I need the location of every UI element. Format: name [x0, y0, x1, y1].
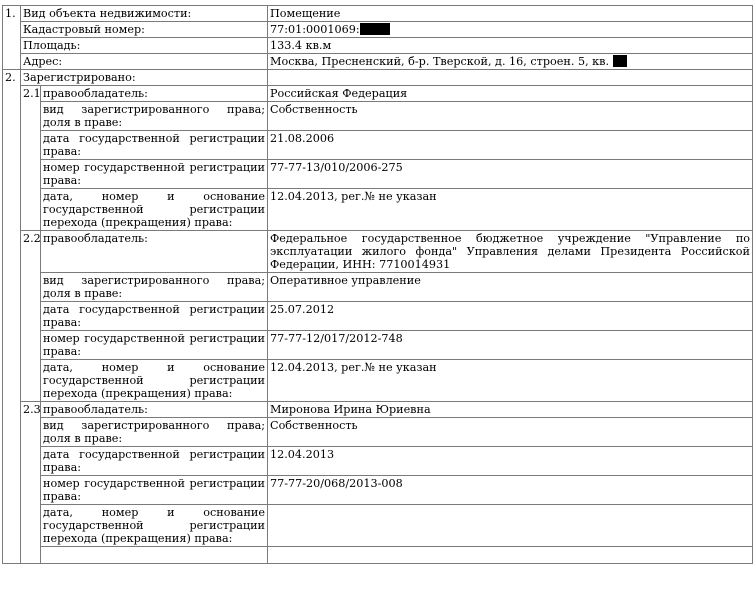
- field-label: правообладатель:: [41, 231, 268, 273]
- field-label: номер государственной регистрации права:: [41, 160, 268, 189]
- field-value: 133.4 кв.м: [268, 38, 753, 54]
- table-row: [3, 505, 753, 547]
- section-heading: Зарегистрировано:: [21, 70, 268, 86]
- table-row: [3, 273, 753, 302]
- field-label: дата государственной регистрации права:: [41, 131, 268, 160]
- field-label: дата, номер и основание государственной регистрации перехода (прекращения) права:: [41, 189, 268, 231]
- field-value: [268, 505, 753, 547]
- section-number: 2.: [3, 70, 21, 564]
- table-row: [3, 22, 753, 38]
- field-label: Площадь:: [21, 38, 268, 54]
- table-row: [3, 54, 753, 70]
- address-text: Москва, Пресненский, б-р. Тверской, д. 16, строен. 5, кв.: [270, 55, 610, 68]
- field-label: номер государственной регистрации права:: [41, 476, 268, 505]
- field-value: 77-77-13/010/2006-275: [268, 160, 753, 189]
- field-value: [268, 54, 753, 70]
- field-value: [268, 547, 753, 564]
- field-label: дата государственной регистрации права:: [41, 302, 268, 331]
- section-number: 1.: [3, 6, 21, 70]
- field-label: дата, номер и основание государственной регистрации перехода (прекращения) права:: [41, 360, 268, 402]
- field-value: 12.04.2013, рег.№ не указан: [268, 360, 753, 402]
- field-label: номер государственной регистрации права:: [41, 331, 268, 360]
- field-label: дата государственной регистрации права:: [41, 447, 268, 476]
- table-row: [3, 38, 753, 54]
- table-row: [3, 160, 753, 189]
- field-value: [268, 70, 753, 86]
- field-value: Миронова Ирина Юриевна: [268, 402, 753, 418]
- table-row: [3, 476, 753, 505]
- field-value: 12.04.2013, рег.№ не указан: [268, 189, 753, 231]
- entry-number: 2.2: [21, 231, 41, 402]
- entry-number: 2.1: [21, 86, 41, 231]
- field-label: Адрес:: [21, 54, 268, 70]
- field-value: Помещение: [268, 6, 753, 22]
- field-label: [41, 547, 268, 564]
- field-label: дата, номер и основание государственной регистрации перехода (прекращения) права:: [41, 505, 268, 547]
- table-row: [3, 6, 753, 22]
- table-row: [3, 70, 753, 86]
- table-row: [3, 447, 753, 476]
- table-row: [3, 189, 753, 231]
- field-label: правообладатель:: [41, 402, 268, 418]
- table-row: [3, 331, 753, 360]
- field-value: 77-77-20/068/2013-008: [268, 476, 753, 505]
- field-label: вид зарегистрированного права; доля в праве:: [41, 418, 268, 447]
- table-row: [3, 131, 753, 160]
- field-value: Собственность: [268, 418, 753, 447]
- field-label: Вид объекта недвижимости:: [21, 6, 268, 22]
- table-row: [3, 102, 753, 131]
- table-row: [3, 547, 753, 564]
- field-label: вид зарегистрированного права; доля в праве:: [41, 273, 268, 302]
- field-label: вид зарегистрированного права; доля в праве:: [41, 102, 268, 131]
- cadastral-number: 77:01:0001069:: [270, 23, 360, 36]
- table-row: [3, 86, 753, 102]
- field-label: правообладатель:: [41, 86, 268, 102]
- field-value: 12.04.2013: [268, 447, 753, 476]
- field-label: Кадастровый номер:: [21, 22, 268, 38]
- table-row: [3, 360, 753, 402]
- entry-number: 2.3: [21, 402, 41, 564]
- redaction-block: [613, 55, 627, 67]
- field-value: Собственность: [268, 102, 753, 131]
- table-row: [3, 231, 753, 273]
- field-value: 25.07.2012: [268, 302, 753, 331]
- field-value: Оперативное управление: [268, 273, 753, 302]
- field-value: [268, 22, 753, 38]
- field-value: Федеральное государственное бюджетное учреждение "Управление по эксплуатации жилого фонда" Управления делами Президента Российской Федерации, ИНН: 7710014931: [268, 231, 753, 273]
- table-row: [3, 418, 753, 447]
- field-value: Российская Федерация: [268, 86, 753, 102]
- redaction-block: [360, 23, 390, 35]
- field-value: 77-77-12/017/2012-748: [268, 331, 753, 360]
- table-row: [3, 402, 753, 418]
- field-value: 21.08.2006: [268, 131, 753, 160]
- property-record-table: [2, 5, 753, 564]
- table-row: [3, 302, 753, 331]
